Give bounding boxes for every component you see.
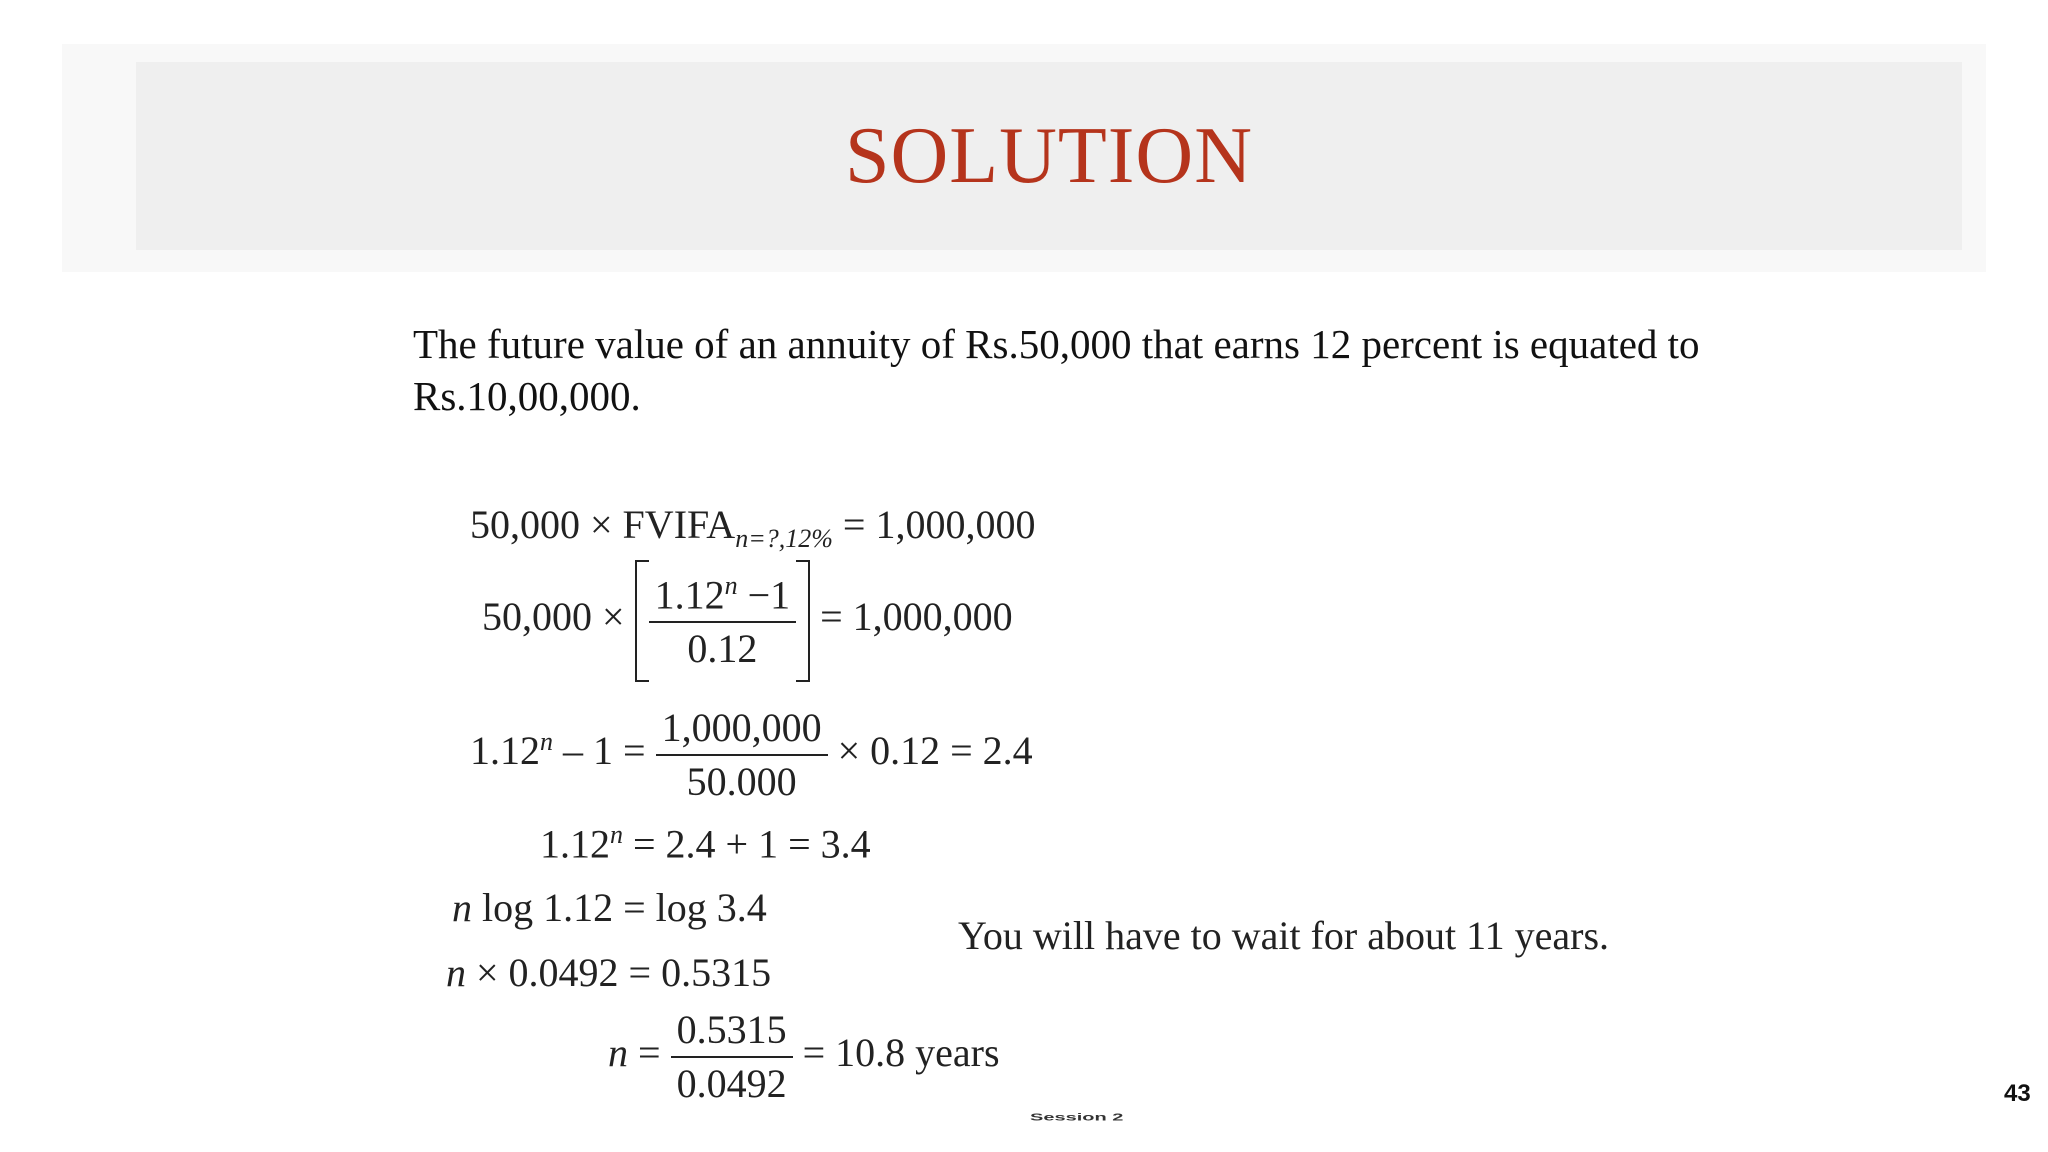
footer-session: Session 2 — [1030, 1112, 1124, 1123]
equation-3 — [470, 705, 1033, 804]
eq5-var: n — [452, 885, 472, 930]
eq4-right: = 2.4 + 1 = 3.4 — [623, 821, 871, 867]
eq4-exp: n — [610, 820, 623, 849]
eq2-num-rest: −1 — [737, 572, 791, 618]
eq5-left: log 1.12 = — [472, 885, 646, 930]
eq3-right: × 0.12 = 2.4 — [837, 728, 1033, 774]
eq3-denominator: 50.000 — [686, 759, 797, 804]
eq4-base: 1.12 — [540, 821, 610, 867]
slide-title: SOLUTION — [845, 111, 1253, 200]
eq2-fraction — [649, 570, 797, 672]
eq3-rest: – 1 = — [553, 728, 646, 774]
right-bracket — [796, 560, 810, 682]
intro-text: The future value of an annuity of Rs.50,000 that earns 12 percent is equated to Rs.10,00,000. — [413, 321, 1700, 419]
eq1-left: 50,000 × FVIFA — [470, 502, 736, 547]
eq3-exp: n — [540, 726, 553, 756]
eq5-right: log 3.4 — [645, 885, 767, 930]
eq2-numerator — [649, 570, 797, 623]
eq7-denominator: 0.0492 — [676, 1061, 787, 1106]
eq1-right: = 1,000,000 — [842, 502, 1036, 547]
equation-1 — [470, 502, 1036, 553]
eq2-bracket-group — [635, 560, 811, 682]
eq7-right: = 10.8 years — [802, 1030, 1000, 1076]
eq7-eq: = — [628, 1030, 661, 1076]
eq7-var: n — [608, 1030, 628, 1076]
eq2-left: 50,000 × — [482, 594, 625, 640]
eq2-right: = 1,000,000 — [820, 594, 1013, 640]
eq3-base: 1.12 — [470, 728, 540, 774]
equation-6 — [446, 950, 772, 995]
eq2-denominator: 0.12 — [687, 626, 758, 672]
eq6-left: × 0.0492 = — [466, 950, 652, 995]
equation-4 — [540, 820, 871, 867]
left-bracket — [635, 560, 649, 682]
eq7-fraction — [671, 1007, 793, 1106]
eq7-numerator: 0.5315 — [671, 1010, 793, 1058]
answer-note: You will have to wait for about 11 years. — [958, 913, 1610, 958]
page-number: 43 — [2004, 1080, 2031, 1107]
equation-2 — [482, 560, 1013, 682]
eq2-num-exp: n — [724, 570, 738, 600]
eq1-subscript: n=?,12% — [735, 524, 833, 553]
eq3-numerator: 1,000,000 — [656, 708, 828, 756]
eq3-fraction — [656, 705, 828, 804]
eq6-right: 0.5315 — [651, 950, 772, 995]
eq6-var: n — [446, 950, 466, 995]
eq2-num-base: 1.12 — [654, 572, 725, 618]
equation-5 — [452, 885, 767, 930]
equation-7 — [608, 1007, 1000, 1106]
